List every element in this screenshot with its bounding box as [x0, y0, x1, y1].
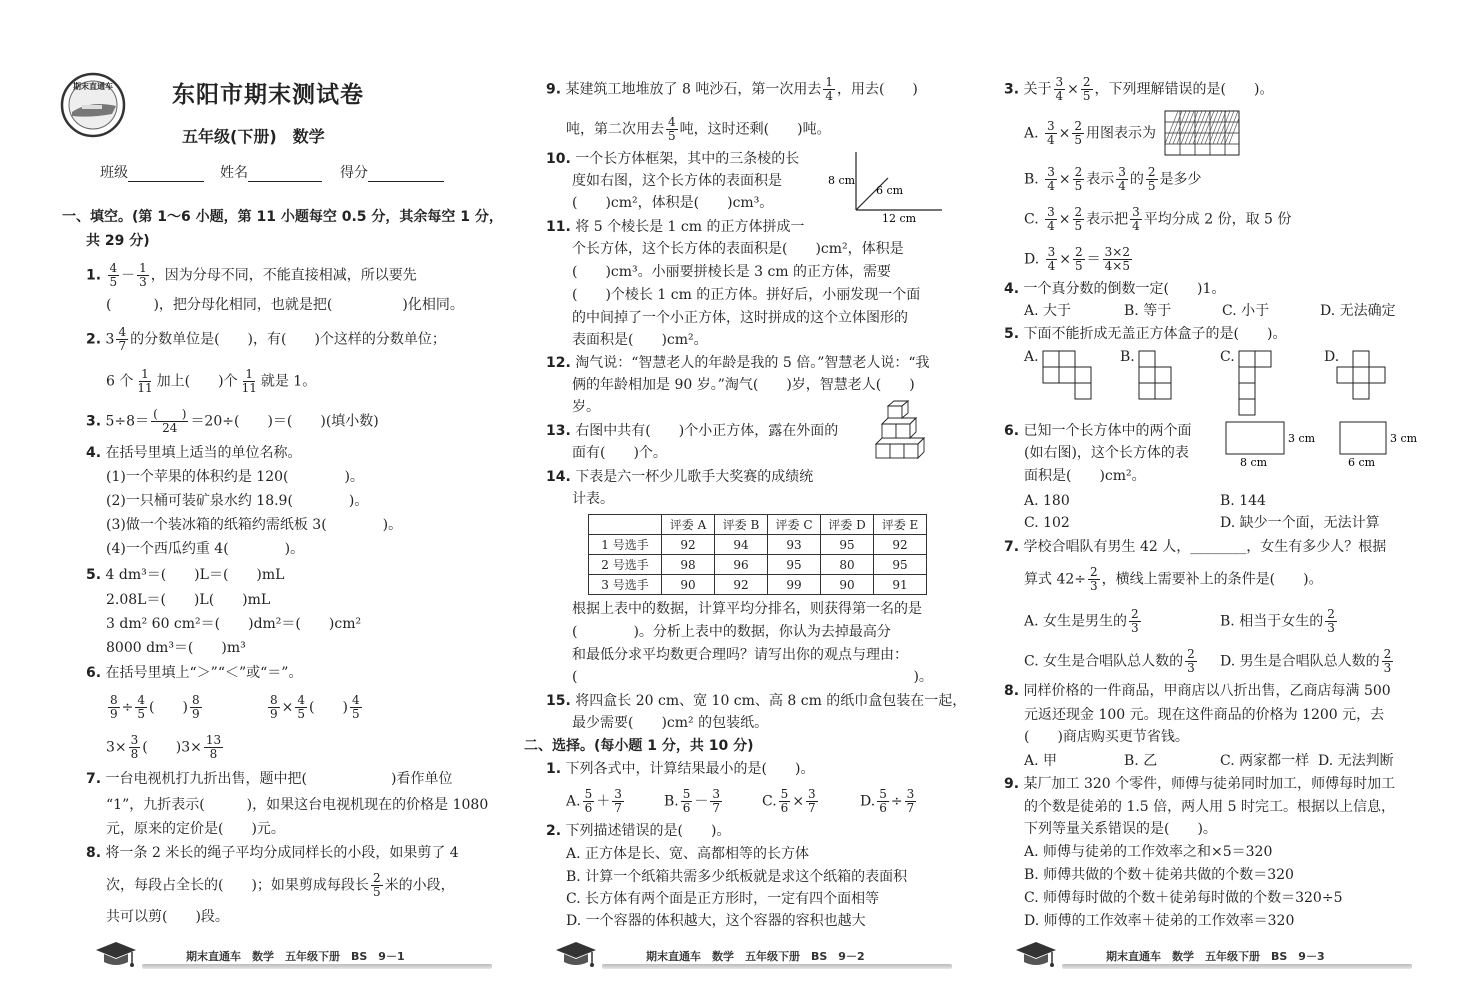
question-15: 15. 将四盒长 20 cm、宽 10 cm、高 8 cm 的纸巾盒包装在一起，	[546, 693, 967, 709]
question-12: 12. 淘气说：“智慧老人的年龄是我的 5 倍。”智慧老人说：“我	[546, 355, 930, 371]
question-12-line: 俩的年龄相加是 90 岁。”淘气( )岁，智慧老人( )	[572, 377, 915, 393]
question-4: 4. 在括号里填上适当的单位名称。	[86, 445, 302, 461]
table-header-row	[589, 515, 927, 535]
choice-9-line: 下列等量关系错误的是( )。	[1024, 821, 1217, 837]
table-cell: 1 号选手	[589, 535, 662, 555]
choice-5: 5. 下面不能折成无盖正方体盒子的是( )。	[1004, 326, 1287, 342]
choice-7-option-d[interactable]: D. 男生是合唱队总人数的 $\frac{2}{3}$	[1220, 647, 1392, 675]
table-cell: 91	[874, 575, 927, 595]
choice-9: 9. 某厂加工 320 个零件，师傅与徒弟同时加工，师傅每时加工	[1004, 776, 1396, 792]
class-label: 班级	[100, 165, 128, 181]
choice-4-option-d[interactable]: D. 无法确定	[1320, 303, 1396, 319]
choice-6-option-b[interactable]: B. 144	[1220, 493, 1266, 509]
table-cell: 90	[821, 575, 874, 595]
net-diagram-a	[1042, 350, 1094, 402]
graduation-cap-icon	[552, 940, 600, 970]
question-11-line: ( )个棱长 1 cm 的正方体。拼好后，小丽发现一个面	[572, 287, 921, 303]
page-1	[0, 0, 503, 1000]
question-11-line: ( )cm³。小丽要拼棱长是 3 cm 的正方体，需要	[572, 264, 892, 280]
table-header-cell: 评委 E	[874, 515, 927, 535]
question-4-item: (3)做一个装冰箱的纸箱约需纸板 3( )。	[106, 517, 403, 533]
question-10-line: ( )cm²，体积是( )cm³。	[572, 195, 774, 211]
choice-2-option-c[interactable]: C. 长方体有两个面是正方形时，一定有四个面相等	[566, 891, 880, 907]
exam-subtitle: 五年级(下册) 数学	[182, 127, 325, 146]
choice-1: 1. 下列各式中，计算结果最小的是( )。	[546, 761, 815, 777]
question-7: 7. 一台电视机打九折出售，题中把( )看作单位	[86, 771, 453, 787]
page-footer-2	[552, 940, 952, 974]
face-1-height-label: 3 cm	[1288, 432, 1316, 445]
question-6-expr-3: 3× $\frac{3}{8}$ ( )3× $\frac{13}{8}$	[106, 733, 222, 761]
table-cell: 2 号选手	[589, 555, 662, 575]
exam-seal-logo	[60, 72, 126, 138]
choice-6-line: (如右图)，这个长方体的表	[1024, 445, 1189, 461]
table-cell: 92	[874, 535, 927, 555]
choice-8-option-c[interactable]: C. 两家都一样	[1220, 753, 1310, 769]
choice-5-option-c[interactable]: C.	[1220, 349, 1235, 365]
choice-1-option-a[interactable]: A. $\frac{5}{6}$ ＋ $\frac{3}{7}$	[566, 787, 622, 815]
net-diagram-d	[1336, 350, 1388, 402]
choice-4-option-b[interactable]: B. 等于	[1124, 303, 1172, 319]
choice-3-option-d[interactable]: D. $\frac{3}{4}$ × $\frac{2}{5}$ ＝ $\frac{3\times 2}{4\times 5}$	[1024, 245, 1130, 273]
table-row	[589, 535, 927, 555]
table-cell: 94	[715, 535, 768, 555]
question-8-line2: 次，每段占全长的( )；如果剪成每段长 $\frac{2}{5}$ 米的小段，	[106, 871, 455, 899]
svg-text:期末直通车: 期末直通车	[73, 81, 113, 91]
choice-3-option-a[interactable]: A. $\frac{3}{4}$ × $\frac{2}{5}$ 用图表示为	[1024, 119, 1157, 147]
choice-5-option-b[interactable]: B.	[1120, 349, 1135, 365]
question-9-line2: 吨，第二次用去 $\frac{4}{5}$ 吨，这时还剩( )吨。	[566, 115, 831, 143]
choice-3-option-b[interactable]: B. $\frac{3}{4}$ × $\frac{2}{5}$ 表示 $\frac{3}{4}$ 的 $\frac{2}{5}$ 是多少	[1024, 165, 1202, 193]
net-diagram-b	[1138, 350, 1190, 402]
graduation-cap-icon	[1012, 940, 1060, 970]
table-cell: 95	[768, 555, 821, 575]
question-10-line: 度如右图，这个长方体的表面积是	[572, 173, 782, 189]
question-11-line: 的中间掉了一个小正方体，这时拼成的这个立体图形的	[572, 310, 908, 326]
choice-6-option-c[interactable]: C. 102	[1024, 515, 1070, 531]
choice-8-option-d[interactable]: D. 无法判断	[1318, 753, 1394, 769]
choice-9-option-b[interactable]: B. 师傅共做的个数＋徒弟共做的个数＝320	[1024, 867, 1294, 883]
two-faces-diagram	[1224, 420, 1454, 472]
question-1-line2: ( )，把分母化相同，也就是把( )化相同。	[106, 297, 464, 313]
table-cell: 95	[874, 555, 927, 575]
section-1-heading-cont: 共 29 分)	[86, 233, 150, 249]
choice-7-option-b[interactable]: B. 相当于女生的 $\frac{2}{3}$	[1220, 607, 1335, 635]
stacked-cubes-diagram	[874, 400, 934, 464]
choice-8-line: ( )商店购买更节省钱。	[1024, 729, 1189, 745]
question-14-after: ( )。	[572, 669, 933, 685]
table-cell: 99	[768, 575, 821, 595]
footer-text: 期末直通车 数学 五年级下册 BS 9－2	[646, 950, 865, 963]
page-3	[970, 0, 1464, 1000]
choice-6-option-d[interactable]: D. 缺少一个面，无法计算	[1220, 515, 1380, 531]
question-11-line: 个长方体，这个长方体的表面积是( )cm²，体积是	[572, 241, 904, 257]
question-14: 14. 下表是六一杯少儿歌手大奖赛的成绩统	[546, 469, 814, 485]
page-footer-3	[1012, 940, 1412, 974]
choice-8: 8. 同样价格的一件商品，甲商店以八折出售，乙商店每满 500	[1004, 683, 1391, 699]
choice-8-line: 元返还现金 100 元。现在这件商品的价格为 1200 元，去	[1024, 707, 1385, 723]
net-diagram-c	[1238, 350, 1272, 416]
graduation-cap-icon	[92, 940, 140, 970]
question-4-item: (2)一只桶可装矿泉水约 18.9( )。	[106, 493, 369, 509]
choice-1-option-d[interactable]: D. $\frac{5}{6}$ ÷ $\frac{3}{7}$	[860, 787, 915, 815]
question-15-line: 最少需要( )cm² 的包装纸。	[572, 715, 769, 731]
section-2-heading: 二、选择。(每小题 1 分，共 10 分)	[524, 738, 754, 754]
question-9: 9. 某建筑工地堆放了 8 吨沙石，第一次用去 $\frac{1}{4}$ ，用去( )	[546, 75, 918, 103]
choice-3: 3. 关于 $\frac{3}{4}$ × $\frac{2}{5}$ ，下列理解错误的是( )。	[1004, 75, 1274, 103]
question-4-item: (1)一个苹果的体积约是 120( )。	[106, 469, 364, 485]
question-14-after: 和最低分求平均数更合理吗？请写出你的观点与理由：	[572, 647, 908, 663]
table-row	[589, 555, 927, 575]
question-2-line2: 6 个 $\frac{1}{11}$ 加上( )个 $\frac{1}{11}$ 就是 1。	[106, 367, 317, 395]
question-3: 3. 5÷8＝ $\frac{( )}{24}$ ＝20÷( )＝( )(填小数)	[86, 407, 379, 435]
table-cell: 93	[768, 535, 821, 555]
table-header-cell: 评委 B	[715, 515, 768, 535]
footer-text: 期末直通车 数学 五年级下册 BS 9－3	[1106, 950, 1325, 963]
question-6-expr-2: $\frac{8}{9}$ × $\frac{4}{5}$ ( ) $\frac{4}{5}$	[270, 693, 360, 721]
choice-6-line: 面积是( )cm²。	[1024, 468, 1146, 484]
table-row	[589, 575, 927, 595]
question-11-line: 表面积是( )cm²。	[572, 332, 708, 348]
question-13-line: 面有( )个。	[572, 445, 667, 461]
question-4-item: (4)一个西瓜约重 4( )。	[106, 541, 305, 557]
choice-2-option-d[interactable]: D. 一个容器的体积越大，这个容器的容积也越大	[566, 913, 866, 929]
choice-1-option-b[interactable]: B. $\frac{5}{6}$ － $\frac{3}{7}$	[664, 787, 721, 815]
score-table	[588, 514, 927, 595]
question-7-line3: 元，原来的定价是( )元。	[106, 821, 285, 837]
footer-text: 期末直通车 数学 五年级下册 BS 9－1	[186, 950, 405, 963]
name-label: 姓名	[220, 165, 248, 181]
choice-2-option-a[interactable]: A. 正方体是长、宽、高都相等的长方体	[566, 846, 810, 862]
choice-9-option-c[interactable]: C. 师傅每时做的个数＋徒弟每时做的个数＝320÷5	[1024, 890, 1343, 906]
page-footer-1	[92, 940, 492, 974]
edge-label-length: 12 cm	[882, 212, 917, 224]
question-5-line: 3 dm² 60 cm²＝( )dm²＝( )cm²	[106, 616, 362, 632]
table-cell: 98	[662, 555, 715, 575]
choice-1-option-c[interactable]: C. $\frac{5}{6}$ × $\frac{3}{7}$	[762, 787, 816, 815]
question-8: 8. 将一条 2 米长的绳子平均分成同样长的小段，如果剪了 4	[86, 845, 459, 861]
question-5-line: 8000 dm³＝( )m³	[106, 640, 246, 656]
table-cell: 90	[662, 575, 715, 595]
table-header-cell: 评委 C	[768, 515, 821, 535]
table-cell: 95	[821, 535, 874, 555]
table-cell: 3 号选手	[589, 575, 662, 595]
question-2: 2. 3 $\frac{4}{7}$ 的分数单位是( )，有( )个这样的分数单位；	[86, 325, 446, 353]
question-12-line: 岁。	[572, 399, 600, 415]
table-cell: 92	[715, 575, 768, 595]
face-2-length-label: 6 cm	[1348, 456, 1376, 469]
question-5-line: 2.08L＝( )L( )mL	[106, 592, 271, 608]
score-label: 得分	[340, 165, 368, 181]
question-6: 6. 在括号里填上“＞”“＜”或“＝”。	[86, 665, 303, 681]
face-1-length-label: 8 cm	[1240, 456, 1268, 469]
question-6-expr-1: $\frac{8}{9}$ ÷ $\frac{4}{5}$ ( ) $\frac{8}{9}$	[110, 693, 200, 721]
question-10: 10. 一个长方体框架，其中的三条棱的长	[546, 151, 800, 167]
choice-6-option-a[interactable]: A. 180	[1024, 493, 1070, 509]
choice-7-option-a[interactable]: A. 女生是男生的 $\frac{2}{3}$	[1024, 607, 1139, 635]
choice-5-option-d[interactable]: D.	[1324, 349, 1340, 365]
page-2	[490, 0, 970, 1000]
choice-2-option-b[interactable]: B. 计算一个纸箱共需多少纸板就是求这个纸箱的表面积	[566, 869, 908, 885]
choice-7-option-c[interactable]: C. 女生是合唱队总人数的 $\frac{2}{3}$	[1024, 647, 1195, 675]
choice-5-option-a[interactable]: A.	[1024, 349, 1039, 365]
choice-6: 6. 已知一个长方体中的两个面	[1004, 423, 1192, 439]
choice-9-option-d[interactable]: D. 师傅的工作效率＋徒弟的工作效率＝320	[1024, 913, 1295, 929]
question-13: 13. 右图中共有( )个小正方体，露在外面的	[546, 423, 839, 439]
question-7-line2: “1”，九折表示( )，如果这台电视机现在的价格是 1080	[106, 797, 489, 813]
choice-4: 4. 一个真分数的倒数一定( )1。	[1004, 281, 1226, 297]
choice-7-line2: 算式 42÷ $\frac{2}{3}$ ，横线上需要补上的条件是( )。	[1024, 565, 1323, 593]
score-field[interactable]	[340, 162, 444, 182]
edge-label-width: 6 cm	[876, 184, 904, 197]
fraction-grid-diagram	[1164, 110, 1240, 156]
question-14-after: 根据上表中的数据，计算平均分排名，则获得第一名的是	[572, 601, 922, 617]
question-14-line: 计表。	[572, 491, 614, 507]
choice-2: 2. 下列描述错误的是( )。	[546, 823, 731, 839]
question-8-line3: 共可以剪( )段。	[106, 909, 229, 925]
table-header-cell: 评委 D	[821, 515, 874, 535]
table-cell: 92	[662, 535, 715, 555]
edge-label-height: 8 cm	[828, 174, 856, 187]
table-cell: 80	[821, 555, 874, 575]
choice-4-option-a[interactable]: A. 大于	[1024, 303, 1072, 319]
cuboid-edges-diagram	[826, 148, 946, 224]
choice-3-option-c[interactable]: C. $\frac{3}{4}$ × $\frac{2}{5}$ 表示把 $\frac{3}{4}$ 平均分成 2 份，取 5 份	[1024, 205, 1292, 233]
choice-4-option-c[interactable]: C. 小于	[1222, 303, 1270, 319]
choice-9-option-a[interactable]: A. 师傅与徒弟的工作效率之和×5＝320	[1024, 844, 1273, 860]
table-cell: 96	[715, 555, 768, 575]
choice-9-line: 的个数是徒弟的 1.5 倍，两人用 5 时完工。根据以上信息，	[1024, 799, 1395, 815]
choice-8-option-a[interactable]: A. 甲	[1024, 753, 1058, 769]
class-field[interactable]	[100, 162, 204, 182]
choice-7: 7. 学校合唱队有男生 42 人，________，女生有多少人？根据	[1004, 539, 1387, 555]
question-11: 11. 将 5 个棱长是 1 cm 的正方体拼成一	[546, 219, 805, 235]
name-field[interactable]	[220, 162, 322, 182]
question-1: 1. $\frac{4}{5}$ － $\frac{1}{3}$ ，因为分母不同，不能直接相减，所以要先	[86, 261, 417, 289]
table-header-cell	[589, 515, 662, 535]
question-5: 5. 4 dm³＝( )L＝( )mL	[86, 567, 285, 583]
table-header-cell: 评委 A	[662, 515, 715, 535]
exam-title: 东阳市期末测试卷	[172, 81, 364, 108]
face-2-height-label: 3 cm	[1390, 432, 1418, 445]
section-1-heading: 一、填空。(第 1～6 小题，第 11 小题每空 0.5 分，其余每空 1 分，	[62, 209, 503, 225]
question-14-after: ( )。分析上表中的数据，你认为去掉最高分	[572, 624, 891, 640]
choice-8-option-b[interactable]: B. 乙	[1124, 753, 1158, 769]
